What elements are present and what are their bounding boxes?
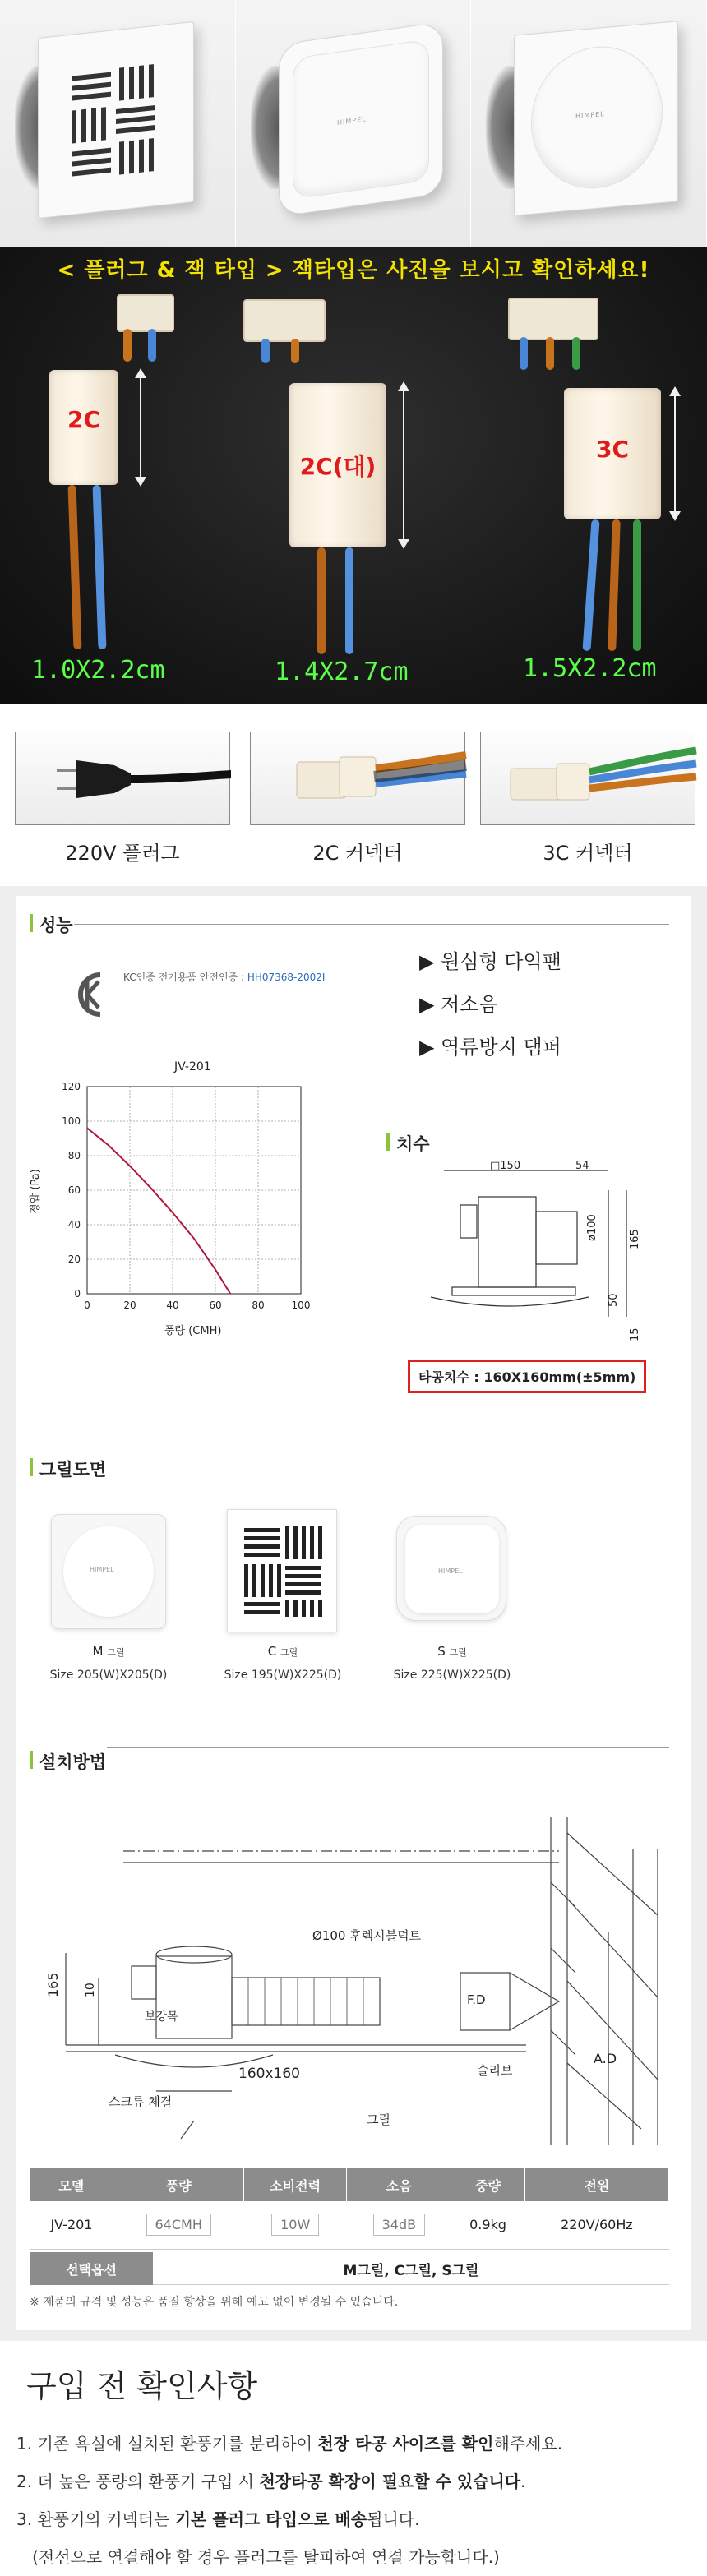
dim-side: 54 <box>575 1160 589 1172</box>
grill-name: M 그릴 <box>92 1644 125 1659</box>
cell-airflow: 64CMH <box>146 2214 211 2236</box>
dim-width: □150 <box>490 1160 521 1172</box>
kc-text: KC인증 전기용품 안전인증 : HH07368-2002I <box>123 972 326 983</box>
grill-c-image <box>227 1509 337 1632</box>
socket-3c <box>508 298 598 340</box>
disclaimer: ※ 제품의 규격 및 성능은 품질 향상을 위해 예고 없이 변경될 수 있습니다. <box>30 2296 399 2309</box>
plug-2c-large <box>289 383 386 547</box>
list-item: 3. 환풍기의 커넥터는 기본 플러그 타입으로 배송됩니다. <box>16 2509 420 2529</box>
plug-label: 2C(대) <box>299 453 377 480</box>
grill-size: Size 205(W)X205(D) <box>49 1669 168 1682</box>
height-arrow <box>674 388 676 519</box>
plug-types <box>0 715 707 879</box>
height-label: 165 <box>45 1972 61 1997</box>
grill-name: S 그릴 <box>437 1644 467 1659</box>
plug-2c <box>49 370 118 485</box>
louver-pattern-icon <box>228 1510 338 1633</box>
option-value: M그릴, C그릴, S그릴 <box>343 2262 479 2279</box>
y-tick-label: 40 <box>67 1219 81 1230</box>
option-row <box>30 2252 669 2285</box>
dimension-drawing <box>411 1159 666 1356</box>
col-weight: 중량 <box>451 2168 525 2201</box>
screw-label: 스크류 체결 <box>109 2094 173 2109</box>
dim-h3: 15 <box>629 1327 641 1341</box>
thickness-label: 10 <box>84 1983 97 1997</box>
spec-table <box>30 2168 669 2250</box>
grill-size: Size 195(W)X225(D) <box>224 1669 342 1682</box>
x-tick-label: 20 <box>123 1300 136 1311</box>
duct-label: Ø100 후렉시블덕트 <box>312 1928 422 1943</box>
dim-h2: 50 <box>608 1293 620 1307</box>
product-photo-s-grill <box>236 0 472 247</box>
socket-2c <box>117 294 174 332</box>
product-photo-m-grill <box>471 0 707 247</box>
option-label: 선택옵션 <box>30 2252 153 2285</box>
section-heading-grills: 그릴도면 <box>30 1457 106 1481</box>
y-tick-label: 60 <box>67 1184 81 1196</box>
section-heading-install: 설치방법 <box>30 1749 106 1774</box>
plug-caption: 2C 커넥터 <box>312 842 403 865</box>
col-noise: 소음 <box>347 2168 451 2201</box>
cutout-size-note: 타공치수 : 160X160mm(±5mm) <box>408 1360 646 1393</box>
chart-x-label: 풍량 (CMH) <box>164 1325 222 1337</box>
spec-table-header <box>30 2168 669 2201</box>
connector-2c-icon <box>251 732 466 826</box>
dim-dia: ø100 <box>586 1214 598 1241</box>
connector-title: < 플러그 & 잭 타입 > 잭타입은 사진을 보시고 확인하세요! <box>57 258 650 283</box>
louver-pattern-icon <box>39 22 195 219</box>
chart-title: JV-201 <box>174 1060 211 1073</box>
plug-card-2c <box>250 732 465 825</box>
install-diagram <box>33 1784 666 2162</box>
grill-name: C 그릴 <box>267 1644 298 1659</box>
y-tick-label: 100 <box>62 1115 81 1127</box>
connector-3c-icon <box>481 732 696 826</box>
feature-item: ▶ 역류방지 댐퍼 <box>419 1036 561 1059</box>
y-tick-label: 120 <box>62 1081 81 1092</box>
power-plug-icon <box>16 732 231 826</box>
sleeve-label: 슬리브 <box>477 2063 513 2078</box>
height-arrow <box>403 383 404 547</box>
plug-caption: 3C 커넥터 <box>543 842 633 865</box>
product-photos <box>0 0 707 247</box>
ad-label: A.D <box>594 2051 617 2066</box>
list-item: 2. 더 높은 풍량의 환풍기 구입 시 천장타공 확장이 필요할 수 있습니다. <box>16 2472 526 2491</box>
bogang-label: 보강목 <box>145 2010 178 2024</box>
cell-noise: 34dB <box>373 2214 426 2236</box>
section-divider <box>107 1747 669 1748</box>
size-label: 1.4X2.7cm <box>275 658 409 686</box>
x-tick-label: 0 <box>84 1300 90 1311</box>
grill-label: 그릴 <box>367 2112 390 2127</box>
cell-model: JV-201 <box>30 2201 113 2249</box>
section-heading-performance: 성능 <box>30 912 73 937</box>
table-row <box>30 2201 669 2249</box>
fd-label: F.D <box>467 1992 486 2007</box>
grill-s-image <box>396 1516 506 1621</box>
plug-label: 3C <box>595 436 630 463</box>
photo-logo: HIMPEL <box>336 115 367 127</box>
col-power: 소비전력 <box>243 2168 346 2201</box>
y-tick-label: 20 <box>67 1253 81 1265</box>
checklist-title: 구입 전 확인사항 <box>26 2368 258 2404</box>
list-item: 1. 기존 욕실에 설치된 환풍기를 분리하여 천장 타공 사이즈를 확인해주세요. <box>16 2434 563 2454</box>
series-line <box>87 1128 230 1294</box>
socket-2c-large <box>243 299 326 342</box>
photo-logo: HIMPEL <box>575 110 605 121</box>
cell-weight: 0.9kg <box>451 2201 525 2249</box>
grill-size: Size 225(W)X225(D) <box>393 1669 511 1682</box>
size-label: 160x160 <box>238 2066 300 2082</box>
y-tick-label: 0 <box>74 1288 81 1300</box>
product-photo-c-grill <box>0 0 236 247</box>
section-divider <box>74 924 669 925</box>
feature-item: ▶ 저소음 <box>419 993 498 1016</box>
connector-photo <box>0 247 707 704</box>
feature-item: ▶ 원심형 다익팬 <box>419 950 561 973</box>
col-airflow: 풍량 <box>113 2168 244 2201</box>
x-tick-label: 80 <box>252 1300 265 1311</box>
checklist <box>16 2425 562 2576</box>
grill-logo: HIMPEL <box>438 1567 463 1575</box>
grill-m-image <box>51 1514 166 1629</box>
grill-logo: HIMPEL <box>90 1566 114 1573</box>
x-tick-label: 60 <box>209 1300 222 1311</box>
cell-supply: 220V/60Hz <box>524 2201 668 2249</box>
plug-card-220v <box>15 732 230 825</box>
col-supply: 전원 <box>524 2168 668 2201</box>
plug-label: 2C <box>67 406 101 433</box>
y-tick-label: 80 <box>67 1150 81 1161</box>
col-model: 모델 <box>30 2168 113 2201</box>
size-label: 1.5X2.2cm <box>523 654 657 683</box>
plug-3c <box>564 388 661 519</box>
dim-h1: 165 <box>629 1229 641 1249</box>
x-tick-label: 100 <box>291 1300 311 1311</box>
m-grill-panel <box>514 21 678 215</box>
chart-y-label: 정압 (Pa) <box>29 1169 42 1214</box>
plug-card-3c <box>480 732 695 825</box>
s-grill-panel <box>279 21 443 217</box>
list-item: (전선으로 연결해야 할 경우 플러그를 탈피하여 연결 가능합니다.) <box>16 2547 500 2567</box>
performance-chart <box>33 1075 321 1338</box>
cell-power: 10W <box>271 2214 319 2236</box>
height-arrow <box>140 370 141 485</box>
c-grill-panel <box>38 21 194 219</box>
size-label: 1.0X2.2cm <box>31 656 165 685</box>
plug-caption: 220V 플러그 <box>65 842 180 865</box>
kc-certification-icon <box>76 970 113 1019</box>
x-tick-label: 40 <box>166 1300 179 1311</box>
section-heading-dimensions: 치수 <box>386 1131 430 1156</box>
